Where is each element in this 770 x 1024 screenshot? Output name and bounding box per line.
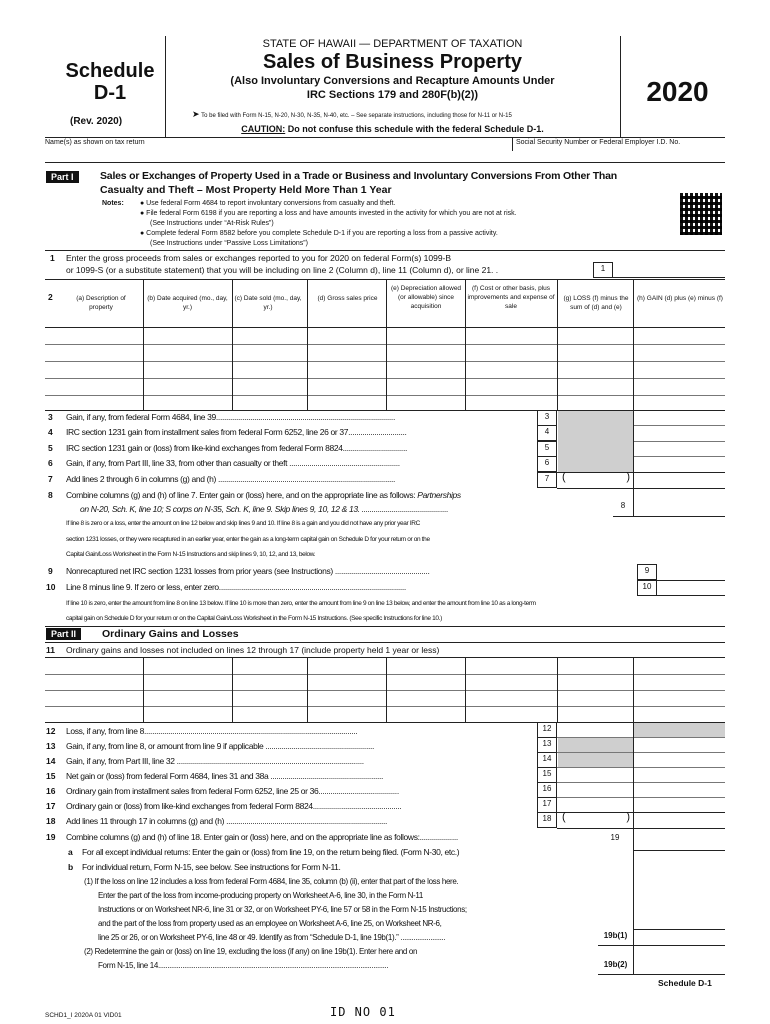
part2-entry-rows[interactable] xyxy=(45,658,725,722)
col-e-header: (e) Depreciation allowed (or allowable) since acquisition xyxy=(390,285,462,310)
line19b1-text-5: line 25 or 26, or on Worksheet PY-6, line 48 or 49. Identify as from “Schedule D-1, line 19b(1).” ........................ xyxy=(98,933,446,942)
col-d-header: (d) Gross sales price xyxy=(317,295,378,302)
line7-loss-paren: ( ) xyxy=(562,471,630,483)
line10-number: 10 xyxy=(46,582,56,592)
line19b2-box: 19b(2) xyxy=(603,960,628,969)
line7-text: Add lines 2 through 6 in columns (g) and (h) ........................................................................................ xyxy=(66,474,395,484)
line9-box: 9 xyxy=(637,564,657,580)
line5-number: 5 xyxy=(48,443,53,453)
line19b1-box: 19b(1) xyxy=(603,931,628,940)
attach-note xyxy=(192,109,612,120)
col-h-header: (h) GAIN (d) plus (e) minus (f) xyxy=(637,295,723,302)
col-b-header: (b) Date acquired (mo., day, yr.) xyxy=(147,295,228,311)
line4-text: IRC section 1231 gain from installment sales from federal Form 6252, line 26 or 37............................. xyxy=(66,427,407,437)
schedule-title xyxy=(55,60,165,104)
line13-box: 13 xyxy=(537,737,557,753)
line19b1-text-2: Enter the part of the loss from income-producing property on Worksheet A-6, line 30, in the Form N-11 xyxy=(98,891,423,900)
line10-text: Line 8 minus line 9. If zero or less, enter zero............................................................................................. xyxy=(66,582,406,592)
line1-number: 1 xyxy=(50,253,55,263)
part2-tag: Part II xyxy=(46,628,81,640)
line19-text: Combine columns (g) and (h) of line 18. Enter gain or (loss) here, and on the appropriate line as follows:................... xyxy=(66,832,458,842)
line19-box: 19 xyxy=(610,833,620,842)
line9-number: 9 xyxy=(48,566,53,576)
line1-text-a: Enter the gross proceeds from sales or exchanges reported to you for 2020 on federal Form(s) 1099-B xyxy=(66,253,452,263)
ssn-field[interactable] xyxy=(514,148,724,162)
line19b1-text-1: (1) If the loss on line 12 includes a loss from federal Form 4684, line 35, column (b) (ii), enter that part of the loss here. xyxy=(84,877,459,886)
shaded-g-3to6 xyxy=(558,411,633,472)
line6-number: 6 xyxy=(48,458,53,468)
line18-number: 18 xyxy=(46,816,56,826)
line15-box: 15 xyxy=(537,767,557,783)
line8-box: 8 xyxy=(620,501,626,510)
line18-gain-field[interactable] xyxy=(634,813,724,827)
line18-box: 18 xyxy=(537,812,557,828)
line2-number: 2 xyxy=(48,292,53,302)
line17-box: 17 xyxy=(537,797,557,813)
line5-box: 5 xyxy=(537,441,557,457)
line8-number: 8 xyxy=(48,490,53,500)
tax-year: 2020 xyxy=(646,76,709,107)
line4-number: 4 xyxy=(48,427,53,437)
line3-number: 3 xyxy=(48,412,53,422)
id-number: ID NO 01 xyxy=(330,1005,396,1019)
line17-text: Ordinary gain or (loss) from like-kind exchanges from federal Form 8824............................................ xyxy=(66,801,402,811)
line14-box: 14 xyxy=(537,752,557,768)
caution-label: CAUTION: xyxy=(241,124,286,134)
shaded-h-12 xyxy=(634,723,725,737)
revision: (Rev. 2020) xyxy=(70,116,123,127)
form-code: SCHD1_I 2020A 01 VID01 xyxy=(45,1012,122,1019)
col-c-header: (c) Date sold (mo., day, yr.) xyxy=(234,295,302,311)
line8-text-a xyxy=(66,490,461,500)
line8-partnerships: Partnerships xyxy=(417,490,461,500)
schedule-label: Schedule xyxy=(65,60,155,82)
line19b2-text-2: Form N-15, line 14........................................................................................................................... xyxy=(98,961,389,970)
line17-number: 17 xyxy=(46,801,56,811)
note-3: (See Instructions under “At-Risk Rules”) xyxy=(150,220,274,227)
line7-box: 7 xyxy=(537,472,557,488)
line8-instruction: Combine columns (g) and (h) of line 7. Enter gain or (loss) here, and on the appropriate line as follows: xyxy=(66,490,416,500)
col-g-header: (g) LOSS (f) minus the sum of (d) and (e) xyxy=(563,295,629,311)
line19b-text: For individual return, Form N-15, see below. See instructions for Form N-11. xyxy=(82,862,341,872)
line18-text: Add lines 11 through 17 in columns (g) and (h) ................................................................................ xyxy=(66,816,388,826)
part1-tag: Part I xyxy=(46,171,79,183)
line19a-text: For all except individual returns: Enter the gain or (loss) from line 19, on the return being filed. (Form N-30, etc.) xyxy=(82,847,460,857)
line8-text-b: on N-20, Sch. K, line 10; S corps on N-35, Sch. K, line 9. Skip lines 9, 10, 12 & 13. ........................................... xyxy=(80,504,449,514)
line4-box: 4 xyxy=(537,425,557,441)
arrow-icon: ➤ xyxy=(192,109,200,119)
form-subtitle-1: (Also Involuntary Conversions and Recapture Amounts Under xyxy=(230,75,555,87)
part1-title-1: Sales or Exchanges of Property Used in a Trade or Business and Involuntary Conversions From Other Than xyxy=(100,170,617,182)
line7-number: 7 xyxy=(48,474,53,484)
line19b1-text-4: and the part of the loss from property used as an employee on Worksheet A-6, line 25, on Worksheet NR-6, xyxy=(98,919,442,928)
line7-gain-field[interactable] xyxy=(634,473,724,487)
line5-text: IRC section 1231 gain or (loss) from like-kind exchanges from federal Form 8824................................ xyxy=(66,443,407,453)
line12-number: 12 xyxy=(46,726,56,736)
caution xyxy=(165,124,620,134)
footer-schedule: Schedule D-1 xyxy=(658,978,712,988)
caution-text: Do not confuse this schedule with the federal Schedule D-1. xyxy=(287,124,544,134)
line16-text: Ordinary gain from installment sales from federal Form 6252, line 25 or 36........................................ xyxy=(66,786,399,796)
line13-text: Gain, if any, from line 8, or amount from line 9 if applicable ...................................................... xyxy=(66,741,374,751)
attach-note-text: To be filed with Form N-15, N-20, N-30, N-35, N-40, etc. – See separate instructions, including those for N-11 or N-15 xyxy=(201,113,512,119)
line9-text: Nonrecaptured net IRC section 1231 losses from prior years (see Instructions) ............................................... xyxy=(66,566,430,576)
line8-note-2: section 1231 losses, or they were recaptured in an earlier year, enter the gain as a long-term capital gain on Schedule D for your return or on the xyxy=(66,536,430,543)
form-subtitle-2: IRC Sections 179 and 280F(b)(2)) xyxy=(306,89,479,101)
line10-note-1: If line 10 is zero, enter the amount from line 8 on line 13 below. If line 10 is more than zero, enter the amount from line 9 on line 13 below, and enter the amount from line 10 as a long-term xyxy=(66,600,536,607)
part2-title: Ordinary Gains and Losses xyxy=(102,628,239,640)
line3-box: 3 xyxy=(537,410,557,426)
line19b2-text-1: (2) Redetermine the gain or (loss) on line 19, excluding the loss (if any) on line 19b(1). Enter here and on xyxy=(84,947,418,956)
line3-text: Gain, if any, from federal Form 4684, line 39......................................................................................... xyxy=(66,412,395,422)
line13-number: 13 xyxy=(46,741,56,751)
line15-text: Net gain or (loss) from federal Form 4684, lines 31 and 38a ........................................................ xyxy=(66,771,384,781)
note-4: ● Complete federal Form 8582 before you complete Schedule D-1 if you are reporting a loss from a passive activity. xyxy=(140,230,498,237)
line19a-letter: a xyxy=(68,847,73,857)
line16-number: 16 xyxy=(46,786,56,796)
note-1: ● Use federal Form 4684 to report involuntary conversions from casualty and theft. xyxy=(140,200,396,207)
col-f-header: (f) Cost or other basis, plus improvements and expense of sale xyxy=(467,285,555,310)
line19b-letter: b xyxy=(68,862,74,872)
line6-text: Gain, if any, from Part III, line 33, from other than casualty or theft ....................................................... xyxy=(66,458,400,468)
ssn-label: Social Security Number or Federal Employer I.D. No. xyxy=(516,139,681,146)
line11-number: 11 xyxy=(46,645,55,655)
form-title: Sales of Business Property xyxy=(263,51,522,73)
line14-number: 14 xyxy=(46,756,56,766)
part1-title-2: Casualty and Theft – Most Property Held More Than 1 Year xyxy=(100,184,392,196)
line14-text: Gain, if any, from Part III, line 32 ............................................................................................. xyxy=(66,756,364,766)
line1-label-box: 1 xyxy=(593,262,613,278)
line1-text-b: or 1099-S (or a substitute statement) that you will be including on line 2 (Column d), line 11 (Column d), or line 21. . xyxy=(66,265,499,275)
note-5: (See Instructions under “Passive Loss Limitations”) xyxy=(150,240,308,247)
line12-text: Loss, if any, from line 8.......................................................................................................... xyxy=(66,726,358,736)
line19-number: 19 xyxy=(46,832,56,842)
line19b1-text-3: Instructions or on Worksheet NR-6, line 31 or 32, or on Worksheet PY-6, line 57 or 58 in the Form N-15 Instructions; xyxy=(98,905,467,914)
line16-box: 16 xyxy=(537,782,557,798)
name-field[interactable] xyxy=(45,148,511,162)
line10-box: 10 xyxy=(637,580,657,596)
line8-note-1: If line 8 is zero or a loss, enter the amount on line 12 below and skip lines 9 and 10. If line 8 is a gain and you did not have any prior year IRC xyxy=(66,520,420,527)
line12-box: 12 xyxy=(537,722,557,738)
line11-text: Ordinary gains and losses not included on lines 12 through 17 (include property held 1 year or less) xyxy=(66,645,440,655)
line8-note-3: Capital Gain/Loss Worksheet in the Form N-15 Instructions and skip lines 9, 10, 12, and 13, below. xyxy=(66,551,316,558)
line6-box: 6 xyxy=(537,456,557,472)
notes-label: Notes: xyxy=(102,200,124,207)
part1-entry-rows[interactable] xyxy=(45,328,725,410)
line10-note-2: capital gain on Schedule D for your return or on the Capital Gain/Loss Worksheet in the Form N-15 Instructions. (See specific Instructions for line 10.) xyxy=(66,615,442,622)
note-2: ● File federal Form 6198 if you are reporting a loss and have amounts invested in the activity for which you are not at risk. xyxy=(140,210,517,217)
agency-name: STATE OF HAWAII — DEPARTMENT OF TAXATION xyxy=(262,38,523,50)
line15-number: 15 xyxy=(46,771,56,781)
schedule-number: D-1 xyxy=(93,82,127,104)
line1-amount[interactable] xyxy=(613,262,725,278)
col-a-header: (a) Description of property xyxy=(76,295,126,311)
qr-code-icon xyxy=(680,193,722,235)
name-label: Name(s) as shown on tax return xyxy=(45,139,145,146)
line18-loss-paren: ( ) xyxy=(562,811,630,823)
